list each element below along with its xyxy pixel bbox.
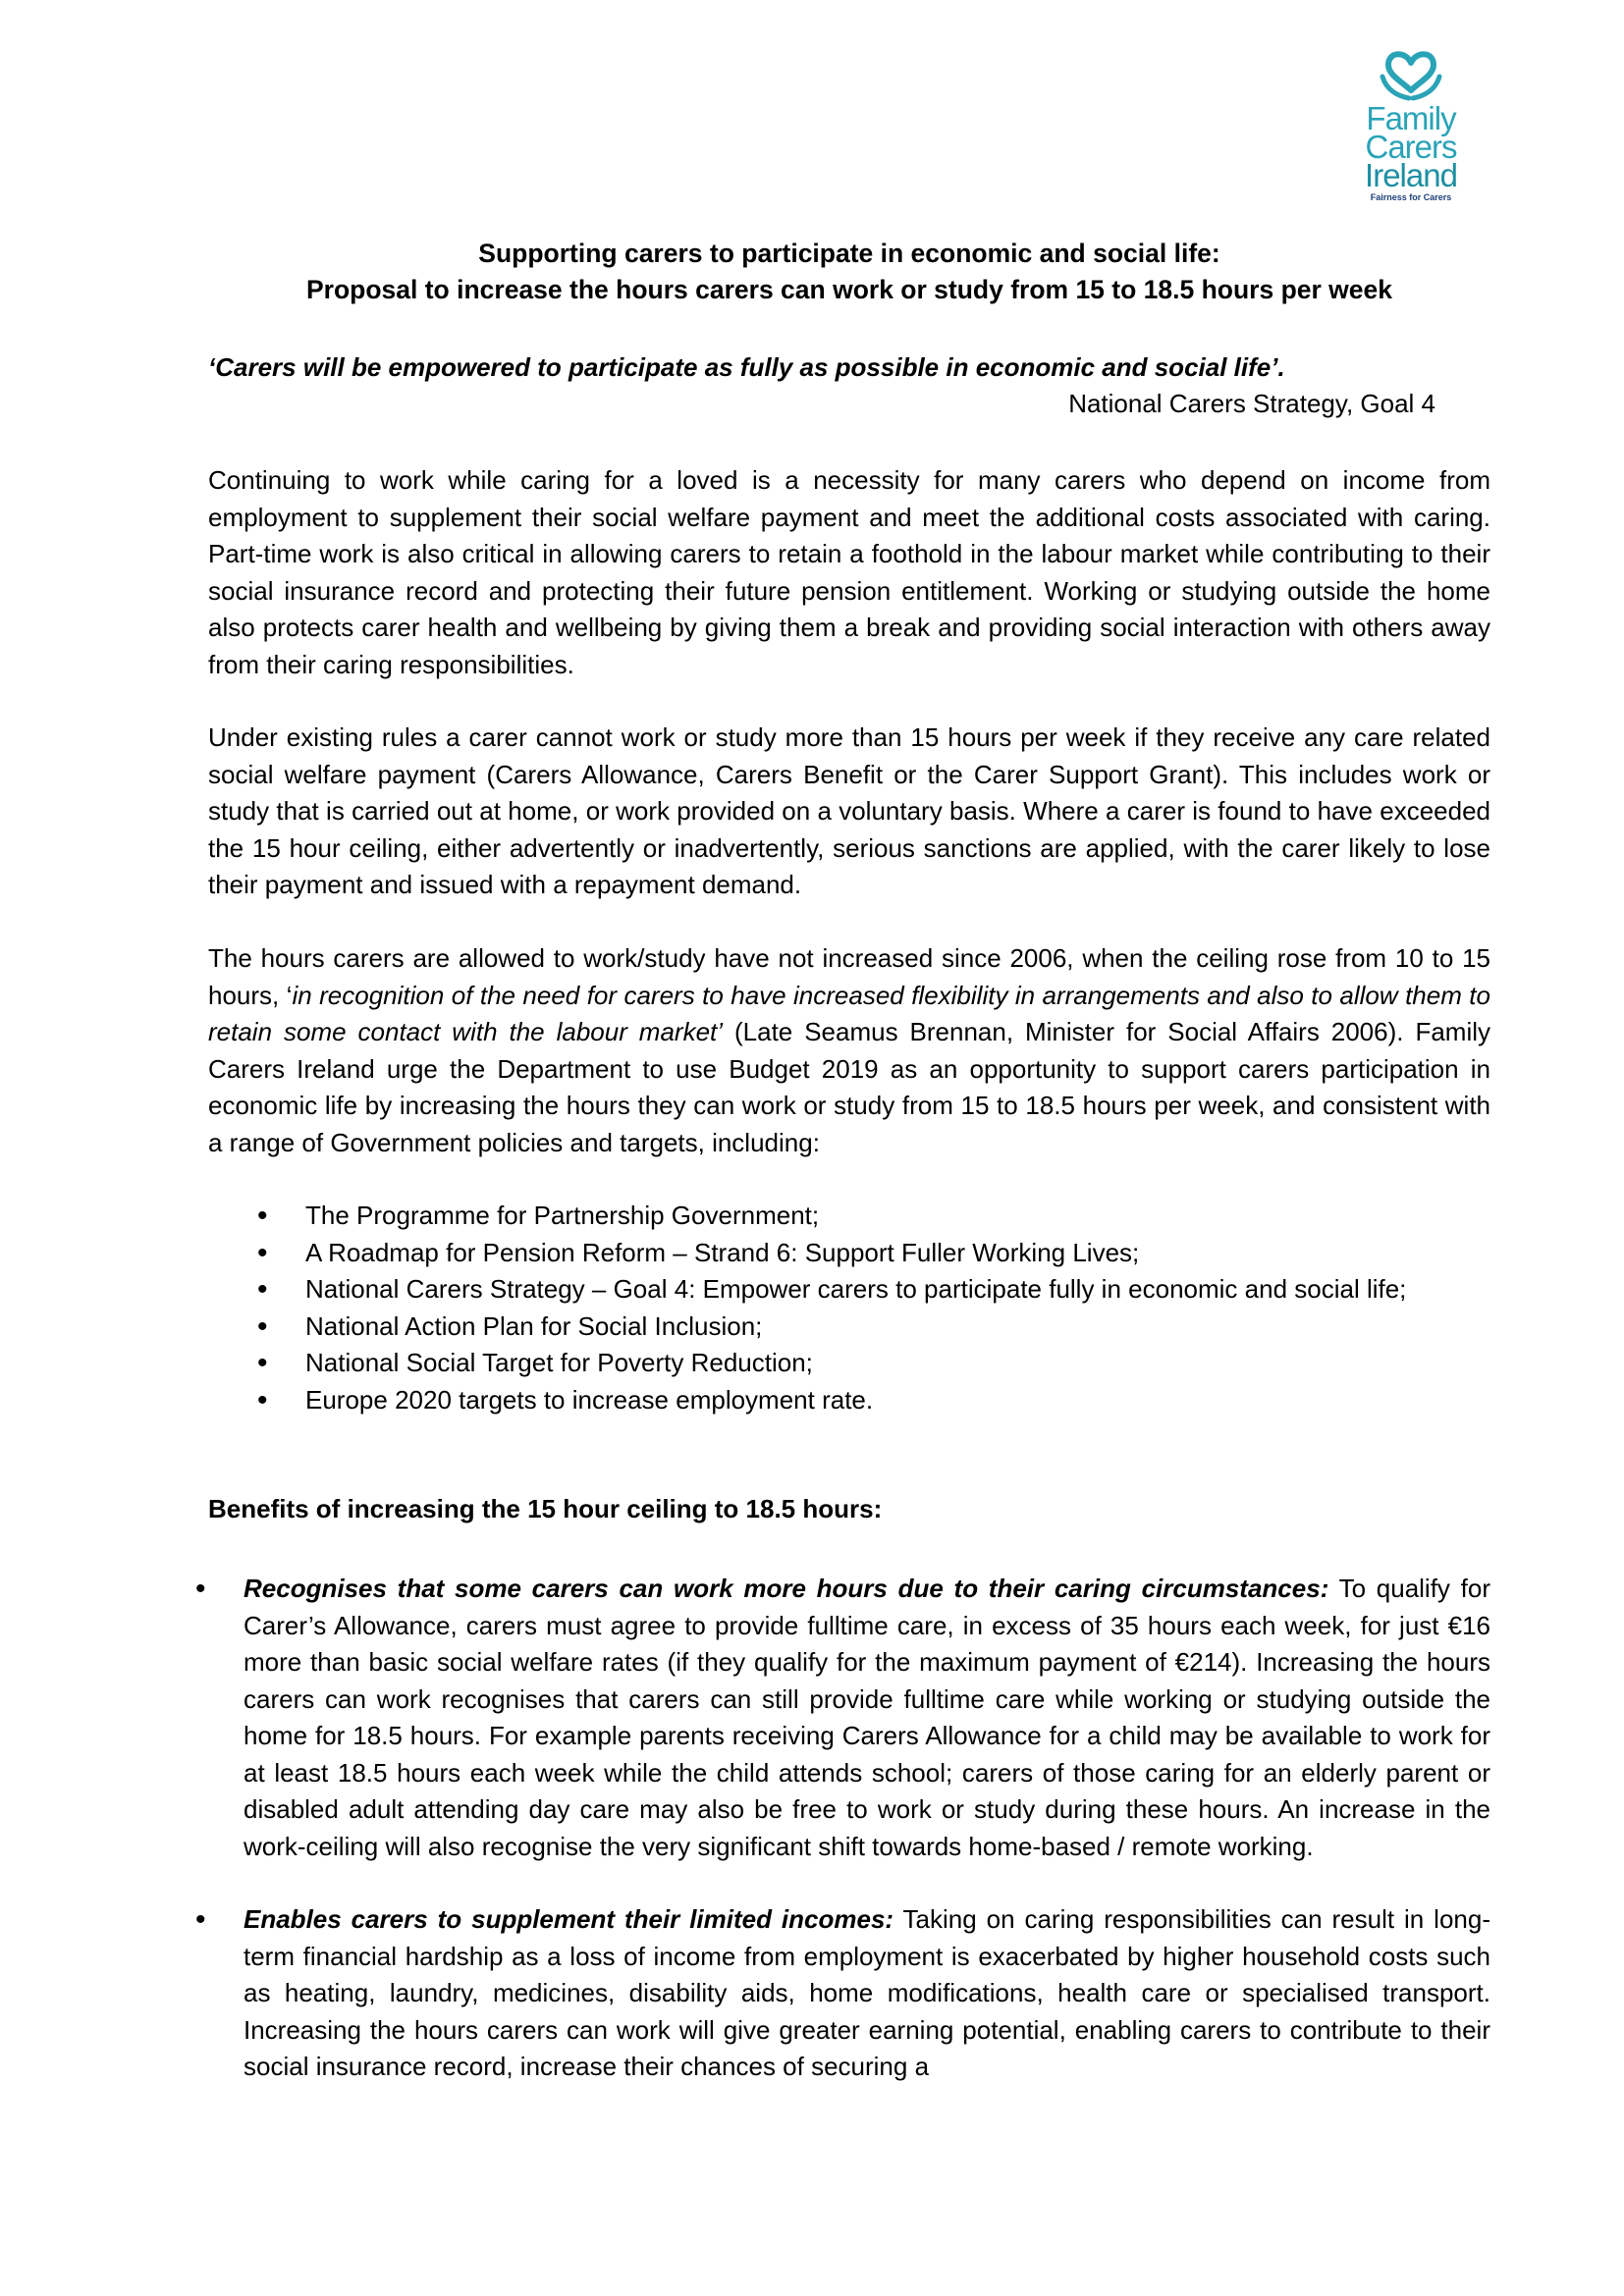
benefit-text: To qualify for Carer’s Allowance, carers must agree to provide fulltime care, in excess of 35 hours each week, for just €16 more than basic social welfare rates (if they qualify for the maximum payment of €214). Increasing the hours carers can work recognises that carers can still provide fulltime care while working or studying outside the home for 18.5 hours. For example parents receiving Carers Allowance for a child may be available to work for at least 18.5 hours each week while the child attends school; carers of those caring for an elderly parent or disabled adult attending day care may also be free to work or study during these hours. An increase in the work-ceiling will also recognise the very significant shift towards home-based / remote working. — [244, 1574, 1490, 1861]
title-line-1: Supporting carers to participate in economic and social life: — [478, 239, 1220, 268]
paragraph-3-part-a: The hours carers are allowed to work/study have not increased since 2006, when the ceiling rose from 10 to 15 hours, ‘ — [208, 943, 1490, 1010]
list-item: • National Social Target for Poverty Reduction; — [257, 1345, 1490, 1382]
paragraph-3-part-b: (Late Seamus Brennan, Minister for Social Affairs 2006). Family Carers Ireland urge the Department to use Budget 2019 as an opportunity to support carers participation in economic life by increasing the hours they can work or study from 15 to 18.5 hours per week, and consistent with a range of Government policies and targets, including: — [208, 1017, 1490, 1157]
benefit-lead: Recognises that some carers can work more hours due to their caring circumstances: — [244, 1574, 1329, 1603]
quote-source: National Carers Strategy, Goal 4 — [1068, 389, 1435, 418]
policy-list — [257, 1198, 1490, 1418]
list-item: • Europe 2020 targets to increase employment rate. — [257, 1382, 1490, 1419]
list-item: • National Action Plan for Social Inclusion; — [257, 1308, 1490, 1346]
logo-word-ireland: Ireland — [1365, 157, 1457, 193]
title-line-2: Proposal to increase the hours carers can work or study from 15 to 18.5 hours per week — [305, 275, 1392, 304]
heart-hands-icon — [1377, 47, 1445, 102]
logo-tagline: Fairness for Carers — [1370, 192, 1452, 202]
benefits-list — [195, 1571, 1490, 2122]
list-item: • A Roadmap for Pension Reform – Strand 6: Support Fuller Working Lives; — [257, 1235, 1490, 1272]
benefit-lead: Enables carers to supplement their limited incomes: — [244, 1904, 894, 1934]
list-item: • The Programme for Partnership Government; — [257, 1198, 1490, 1235]
paragraph-3-quote: in recognition of the need for carers to have increased flexibility in arrangements and also to allow them to retain some contact with the labour market’ — [208, 980, 1490, 1046]
logo-word-family: Family — [1366, 100, 1456, 136]
strategy-quote: ‘Carers will be empowered to participate as fully as possible in economic and social life’. — [208, 352, 1285, 382]
benefits-heading: Benefits of increasing the 15 hour ceiling to 18.5 hours: — [208, 1494, 883, 1523]
benefit-item — [195, 1901, 1490, 2086]
paragraph-2: Under existing rules a carer cannot work or study more than 15 hours per week if they receive any care related social welfare payment (Carers Allowance, Carers Benefit or the Carer Support Grant). This includes work or study that is carried out at home, or work provided on a voluntary basis. Where a carer is found to have exceeded the 15 hour ceiling, either advertently or inadvertently, serious sanctions are applied, with the carer likely to lose their payment and issued with a repayment demand. — [208, 722, 1490, 899]
benefit-item — [195, 1571, 1490, 1865]
paragraph-3 — [208, 940, 1490, 1161]
benefit-text: Taking on caring responsibilities can result in long-term financial hardship as a loss of income from employment is exacerbated by higher household costs such as heating, laundry, medicines, disability aids, home modifications, health care or specialised transport. Increasing the hours carers can work will give greater earning potential, enabling carers to contribute to their social insurance record, increase their chances of securing a — [244, 1904, 1490, 2081]
family-carers-ireland-logo — [1353, 47, 1469, 234]
list-item: • National Carers Strategy – Goal 4: Empower carers to participate fully in economic and social life; — [257, 1271, 1490, 1308]
logo-word-carers: Carers — [1365, 129, 1457, 165]
document-title — [208, 236, 1490, 308]
paragraph-1: Continuing to work while caring for a loved is a necessity for many carers who depend on income from employment to supplement their social welfare payment and meet the additional costs associated with caring. Part-time work is also critical in allowing carers to retain a foothold in the labour market while contributing to their social insurance record and protecting their future pension entitlement. Working or studying outside the home also protects carer health and wellbeing by giving them a break and providing social interaction with others away from their caring responsibilities. — [208, 465, 1490, 679]
